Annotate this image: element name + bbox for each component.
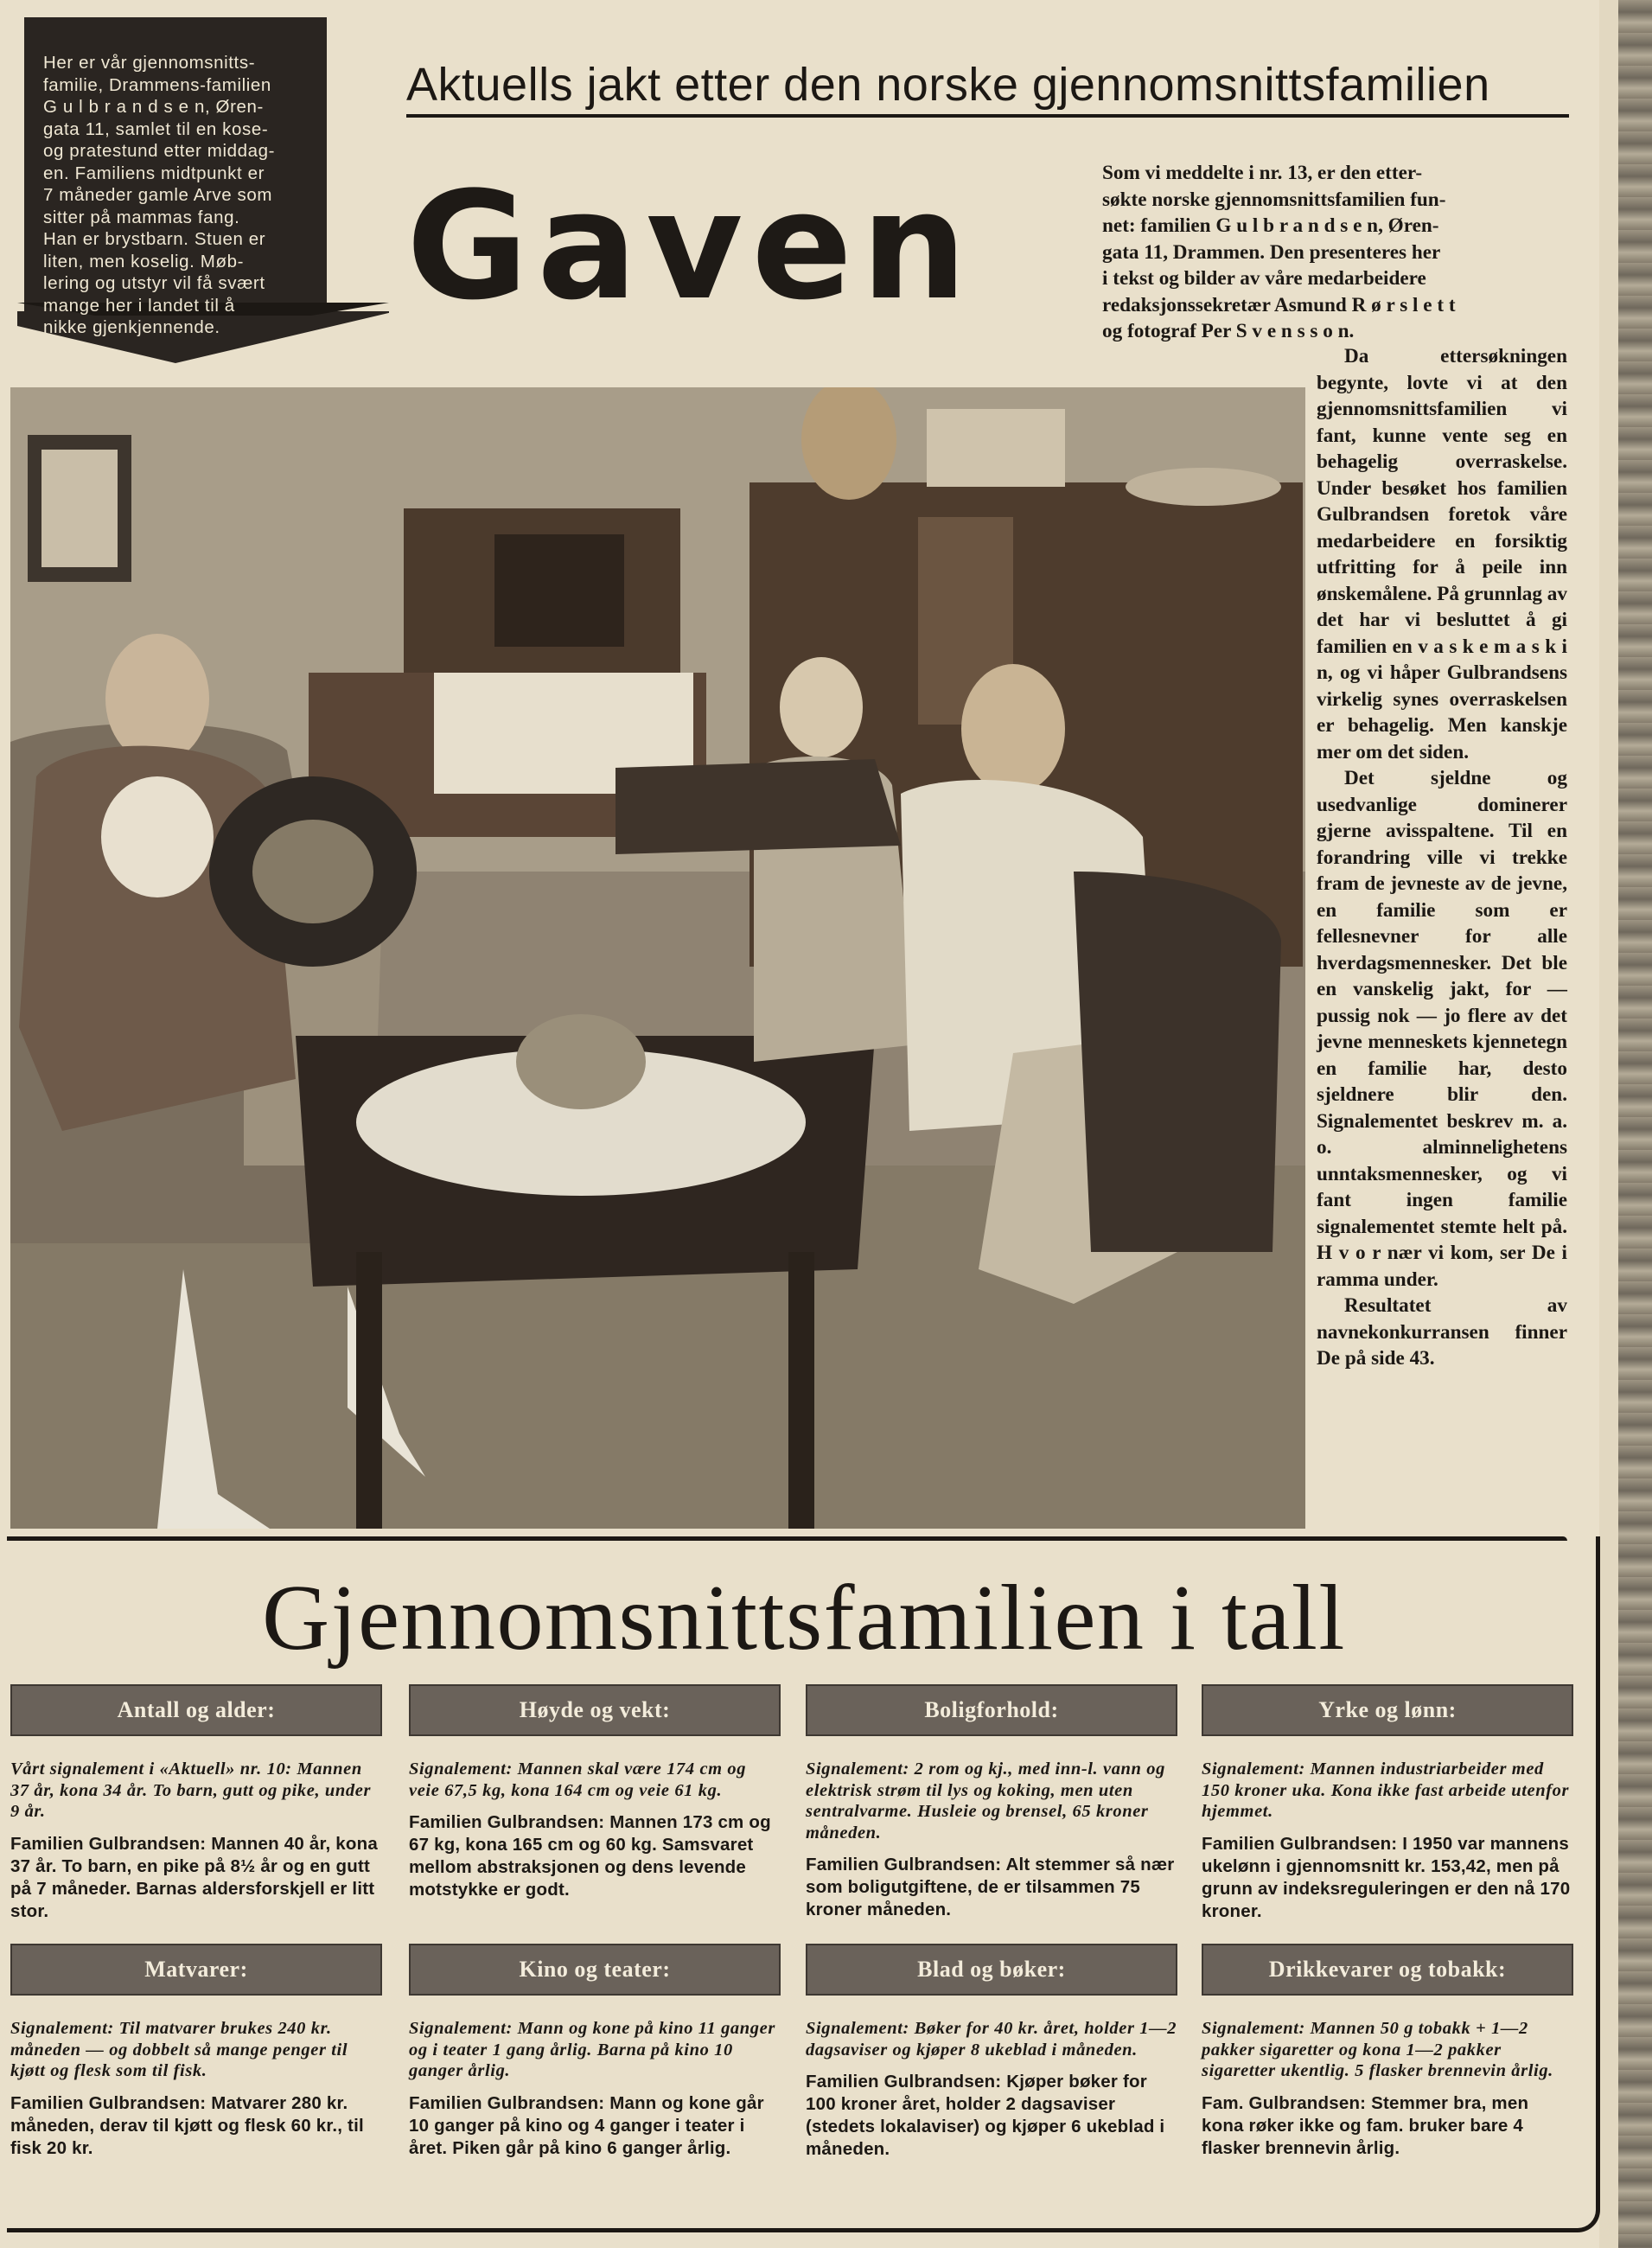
stat-box-height-weight xyxy=(409,1684,781,1901)
stat-box-housing xyxy=(806,1684,1177,1921)
stat-box-family: Familien Gulbrandsen: Kjøper bøker for 100 kroner året, holder 2 dagsaviser (stedets lokalaviser) og kjøper 6 ukeblad i måneden. xyxy=(806,2072,1165,2159)
photo-caption: Her er vår gjennomsnitts- familie, Drammens-familien G u l b r a n d s e n, Øren- gata 11, samlet til en kose- og pratestund etter middag- en. Familiens midtpunkt er 7 måneder gamle Arve som sitter på mammas fang. Han er brystbarn. Stuen er liten, men koselig. Møb- lering og utstyr vil få svært mange her i landet til å nikke gjenkjennende. xyxy=(43,53,276,337)
stat-box-signalement: Signalement: Til matvarer brukes 240 kr. måneden — og dobbelt så mange penger til kjøtt og flesk som til fisk. xyxy=(10,2019,348,2080)
family-photo-illustration xyxy=(10,387,1305,1529)
stat-box-header: Høyde og vekt: xyxy=(409,1684,781,1736)
stat-box-signalement: Signalement: Mannen 50 g tobakk + 1—2 pakker sigaretter og kona 1—2 pakker sigaretter ukentlig. 5 flasker brennevin årlig. xyxy=(1202,2019,1553,2080)
adjacent-page-edge xyxy=(1618,0,1652,2248)
stat-box-signalement: Signalement: Mann og kone på kino 11 ganger og i teater 1 gang årlig. Barna på kino 10 ganger årlig. xyxy=(409,2019,775,2080)
family-photo xyxy=(10,387,1305,1529)
article-paragraph: Da ettersøkningen begynte, lovte vi at den gjennomsnittsfamilien vi fant, kunne vente seg en behagelig overraskelse. Under besøket hos familien Gulbrandsen foretok våre medarbeidere en forsiktig utfritting for å peile inn ønskemålene. På grunnlag av det har vi besluttet å gi familien en v a s k e m a s k i n, og vi håper Gulbrandsens virkelig synes overraskelsen er behagelig. Men kanskje mer om det siden. xyxy=(1317,345,1567,763)
stat-box-signalement: Signalement: 2 rom og kj., med inn-l. vann og elektrisk strøm til lys og koking, men uten sentralvarme. Husleie og brensel, 65 kroner måneden. xyxy=(806,1759,1165,1842)
stat-box-header: Yrke og lønn: xyxy=(1202,1684,1573,1736)
stat-box-food xyxy=(10,1944,382,2160)
stats-title: Gjennomsnittsfamilien i tall xyxy=(262,1567,1346,1670)
intro-paragraph: Som vi meddelte i nr. 13, er den etter- søkte norske gjennomsnittsfamilien fun- net: familien G u l b r a n d s e n, Øren- gata 11, Drammen. Den presenteres her i tekst og bilder av våre medarbeidere redaksjonssekretær Asmund R ø r s l e t t og fotograf Per S v e n s s o n. xyxy=(1102,162,1456,342)
stat-box-family: Familien Gulbrandsen: Mann og kone går 10 ganger på kino og 4 ganger i teater i året. Piken går på kino 6 ganger årlig. xyxy=(409,2092,764,2158)
stat-box-family: Familien Gulbrandsen: I 1950 var mannens ukelønn i gjennomsnitt kr. 153,42, men på grunn av indeksreguleringen er den nå 170 kroner. xyxy=(1202,1833,1571,1921)
headline: Gaven xyxy=(406,159,976,333)
stat-box-job-income xyxy=(1202,1684,1573,1923)
page-gutter xyxy=(1599,0,1618,2248)
stat-box-cinema-theatre xyxy=(409,1944,781,2160)
stat-box-signalement: Vårt signalement i «Aktuell» nr. 10: Mannen 37 år, kona 34 år. To barn, gutt og pike, under 9 år. xyxy=(10,1759,372,1821)
stat-box-header: Boligforhold: xyxy=(806,1684,1177,1736)
stat-box-header: Antall og alder: xyxy=(10,1684,382,1736)
stat-box-family: Familien Gulbrandsen: Mannen 40 år, kona 37 år. To barn, en pike på 8½ år og en gutt på 7 måneder. Barnas aldersforskjell er litt stor. xyxy=(10,1833,378,1921)
stat-box-header: Blad og bøker: xyxy=(806,1944,1177,1996)
article-column xyxy=(1317,343,1567,1372)
stat-box-header: Matvarer: xyxy=(10,1944,382,1996)
stat-box-family: Fam. Gulbrandsen: Stemmer bra, men kona røker ikke og fam. bruker bare 4 flasker brennevin årlig. xyxy=(1202,2092,1529,2158)
stat-box-papers-books xyxy=(806,1944,1177,2161)
kicker-title: Aktuells jakt etter den norske gjennomsnittsfamilien xyxy=(406,59,1569,118)
article-paragraph: Det sjeldne og usedvanlige dominerer gjerne avisspaltene. Til en forandring ville vi trekke fram de jevneste av de jevne, en familie som er fellesnevner for alle hverdagsmennesker. Det ble en vanskelig jakt, for — pussig nok — jo flere av det jevne menneskets kjennetegn en familie har, desto sjeldnere blir den. Signalementet beskrev m. a. o. alminnelighetens unntaksmennesker, og vi fant ingen familie signalementet stemte helt på. H v o r nær vi kom, ser De i ramma under. xyxy=(1317,767,1567,1291)
stat-box-family: Familien Gulbrandsen: Alt stemmer så nær som boligutgiftene, de er tilsammen 75 kroner måneden. xyxy=(806,1855,1175,1919)
stat-box-header: Drikkevarer og tobakk: xyxy=(1202,1944,1573,1996)
stat-box-family: Familien Gulbrandsen: Matvarer 280 kr. måneden, derav til kjøtt og flesk 60 kr., til fisk 20 kr. xyxy=(10,2092,364,2158)
stat-box-age xyxy=(10,1684,382,1923)
stat-box-signalement: Signalement: Bøker for 40 kr. året, holder 1—2 dagsaviser og kjøper 8 ukeblad i måneden. xyxy=(806,2019,1177,2060)
stat-box-signalement: Signalement: Mannen skal være 174 cm og veie 67,5 kg, kona 164 cm og veie 61 kg. xyxy=(409,1759,747,1800)
stat-box-signalement: Signalement: Mannen industriarbeider med 150 kroner uka. Kona ikke fast arbeide utenfor hjemmet. xyxy=(1202,1759,1570,1821)
stat-box-family: Familien Gulbrandsen: Mannen 173 cm og 67 kg, kona 165 cm og 60 kg. Samsvaret mellom abstraksjonen og dens levende motstykke er godt. xyxy=(409,1812,771,1900)
photo-caption-box xyxy=(17,17,389,363)
article-paragraph: Resultatet av navnekonkurransen finner De på side 43. xyxy=(1317,1294,1567,1370)
stat-box-drinks-tobacco xyxy=(1202,1944,1573,2160)
stat-box-header: Kino og teater: xyxy=(409,1944,781,1996)
